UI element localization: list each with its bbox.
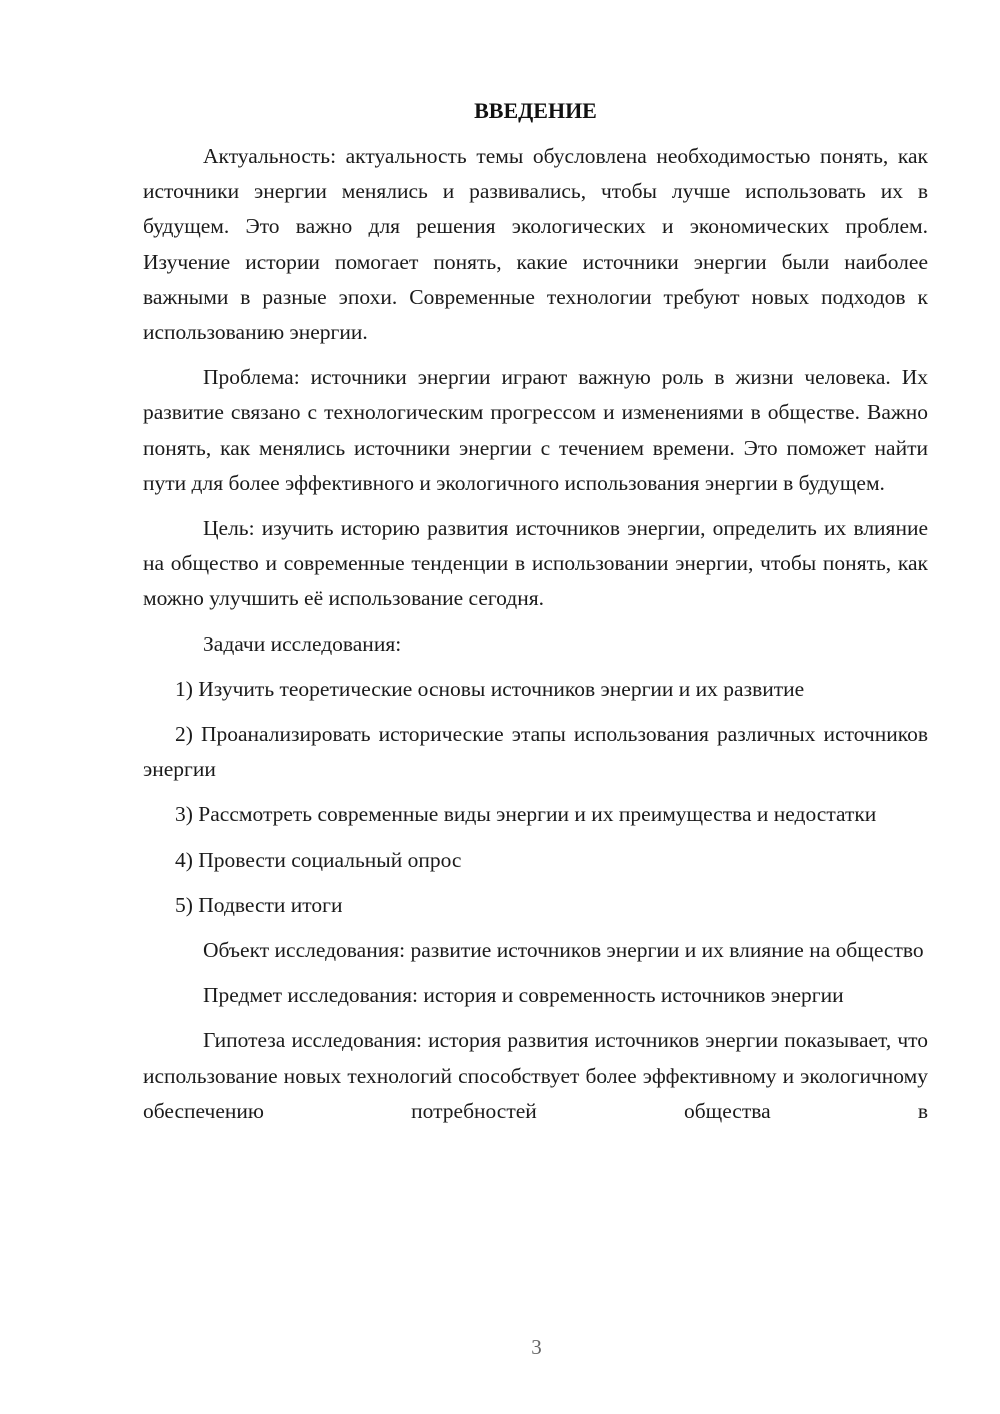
object-paragraph: Объект исследования: развитие источников энергии и их влияние на общество xyxy=(203,938,924,963)
tasks-title: Задачи исследования: xyxy=(203,631,402,656)
subject-paragraph: Предмет исследования: история и современность источников энергии xyxy=(203,983,844,1008)
document-page xyxy=(143,96,928,1139)
goal-paragraph: Цель: изучить историю развития источников энергии, определить их влияние на общество и современные тенденции в использовании энергии, чтобы понять, как можно улучшить её использование сегодня. xyxy=(143,516,928,611)
task-item-5: 5) Подвести итоги xyxy=(175,892,343,917)
task-item-4: 4) Провести социальный опрос xyxy=(175,847,462,872)
hypothesis-paragraph: Гипотеза исследования: история развития источников энергии показывает, что использование новых технологий способствует более эффективному и экологичному обеспечению потребностей общества в xyxy=(143,1028,928,1123)
task-item-2: 2) Проанализировать исторические этапы использования различных источников энергии xyxy=(143,722,928,782)
task-item-3: 3) Рассмотреть современные виды энергии и их преимущества и недостатки xyxy=(175,802,877,827)
section-heading: ВВЕДЕНИЕ xyxy=(474,98,597,123)
page-number: 3 xyxy=(531,1335,542,1359)
task-item-1: 1) Изучить теоретические основы источников энергии и их развитие xyxy=(175,676,805,701)
relevance-paragraph: Актуальность: актуальность темы обусловлена необходимостью понять, как источники энергии менялись и развивались, чтобы лучше использовать их в будущем. Это важно для решения экологических и экономических проблем. Изучение истории помогает понять, какие источники энергии были наиболее важными в разные эпохи. Современные технологии требуют новых подходов к использованию энергии. xyxy=(143,144,928,345)
problem-paragraph: Проблема: источники энергии играют важную роль в жизни человека. Их развитие связано с технологическим прогрессом и изменениями в обществе. Важно понять, как менялись источники энергии с течением времени. Это поможет найти пути для более эффективного и экологичного использования энергии в будущем. xyxy=(143,365,928,495)
